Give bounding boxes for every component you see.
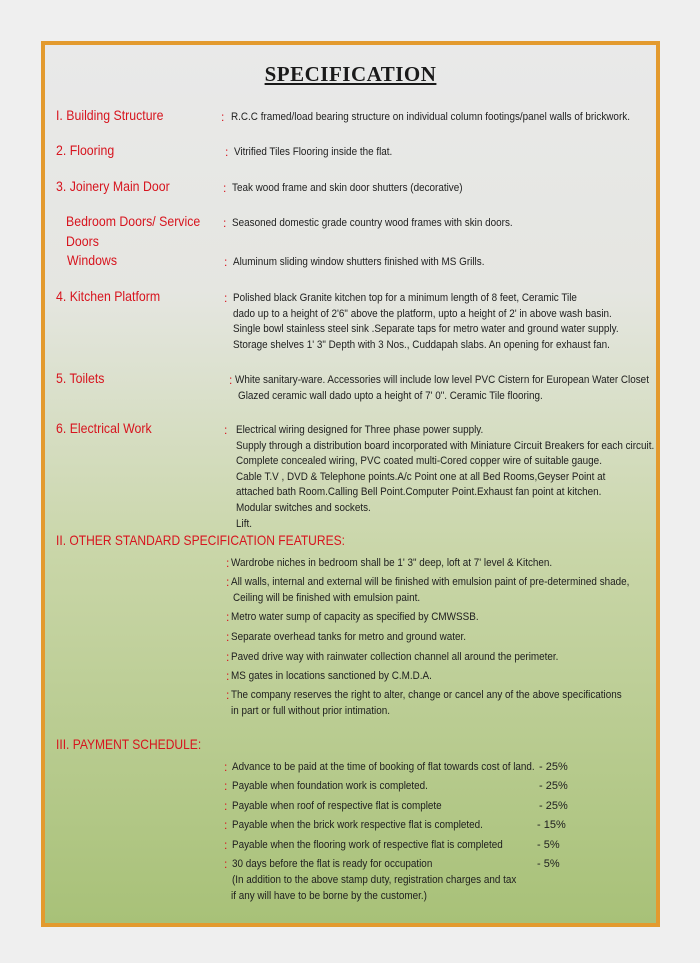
electrical-text-line: Electrical wiring designed for Three phase power supply. — [236, 424, 484, 436]
payment-item-text: Advance to be paid at the time of booking of flat towards cost of land. — [232, 761, 535, 773]
colon: : — [223, 181, 227, 195]
label-bedroom-doors: Bedroom Doors/ Service — [66, 213, 201, 229]
specification-sheet — [41, 41, 660, 927]
colon: : — [224, 255, 228, 269]
feature-item: The company reserves the right to alter, change or cancel any of the above specifications — [231, 689, 622, 701]
feature-item: Metro water sump of capacity as specified by CMWSSB. — [231, 611, 479, 623]
label-building-structure: I. Building Structure — [56, 107, 164, 123]
payment-item-text: Payable when foundation work is completed. — [232, 780, 428, 792]
payment-item-percent: - 25% — [539, 800, 568, 812]
label-windows: Windows — [67, 252, 117, 268]
feature-item: Wardrobe niches in bedroom shall be 1' 3" deep, loft at 7' level & Kitchen. — [231, 557, 553, 569]
payment-item-text: Payable when roof of respective flat is complete — [232, 800, 442, 812]
electrical-text-line: Complete concealed wiring, PVC coated multi-Cored copper wire of suitable gauge. — [236, 455, 602, 468]
payment-item-text: 30 days before the flat is ready for occupation — [232, 858, 433, 870]
colon: : — [225, 145, 229, 159]
colon: : — [226, 688, 230, 702]
payment-item-percent: - 5% — [537, 858, 560, 870]
colon: : — [224, 857, 228, 871]
payment-item-text: Payable when the flooring work of respective flat is completed — [232, 839, 503, 851]
colon: : — [224, 779, 228, 793]
payment-note: (In addition to the above stamp duty, registration charges and tax — [232, 874, 517, 886]
electrical-text-line: Supply through a distribution board incorporated with Miniature Circuit Breakers for each circuit. — [236, 439, 655, 452]
payment-item-percent: - 15% — [537, 819, 566, 831]
payment-item-percent: - 5% — [537, 839, 560, 851]
building-structure-text: R.C.C framed/load bearing structure on individual column footings/panel walls of brickwork. — [231, 111, 630, 123]
label-joinery-main-door: 3. Joinery Main Door — [56, 178, 170, 194]
feature-item-continuation: Ceiling will be finished with emulsion paint. — [233, 591, 421, 604]
colon: : — [224, 291, 228, 305]
payment-schedule-heading: III. PAYMENT SCHEDULE: — [56, 736, 202, 752]
colon: : — [223, 216, 227, 230]
page-title: SPECIFICATION — [264, 62, 437, 86]
colon: : — [224, 838, 228, 852]
electrical-text-line: attached bath Room.Calling Bell Point.Computer Point.Exhaust fan point at kitchen. — [236, 486, 602, 499]
other-features-heading: II. OTHER STANDARD SPECIFICATION FEATURES: — [56, 532, 345, 548]
joinery-text: Teak wood frame and skin door shutters (decorative) — [232, 182, 463, 194]
payment-item-percent: - 25% — [539, 761, 568, 773]
electrical-text-line: Modular switches and sockets. — [236, 502, 371, 514]
colon: : — [226, 650, 230, 664]
kitchen-text-line: Polished black Granite kitchen top for a minimum length of 8 feet, Ceramic Tile — [233, 292, 577, 304]
electrical-text-line: Cable T.V , DVD & Telephone points.A/c Point one at all Bed Rooms,Geyser Point at — [236, 470, 606, 483]
electrical-text-line: Lift. — [236, 517, 252, 530]
label-electrical-work: 6. Electrical Work — [56, 420, 152, 436]
label-toilets: 5. Toilets — [56, 370, 105, 386]
label-kitchen-platform: 4. Kitchen Platform — [56, 288, 161, 304]
kitchen-text-line: Storage shelves 1' 3" Depth with 3 Nos., Cuddapah slabs. An opening for exhaust fan. — [233, 338, 610, 351]
colon: : — [226, 575, 230, 589]
colon: : — [224, 760, 228, 774]
colon: : — [224, 799, 228, 813]
windows-text: Aluminum sliding window shutters finished with MS Grills. — [233, 256, 485, 268]
bedroom-doors-text: Seasoned domestic grade country wood frames with skin doors. — [232, 217, 513, 229]
colon: : — [226, 630, 230, 644]
colon: : — [226, 556, 230, 570]
colon: : — [224, 818, 228, 832]
kitchen-text-line: Single bowl stainless steel sink .Separate taps for metro water and ground water supply. — [233, 323, 619, 336]
feature-item: Paved drive way with rainwater collection channel all around the perimeter. — [231, 651, 559, 663]
feature-item: Separate overhead tanks for metro and ground water. — [231, 631, 466, 643]
payment-item-text: Payable when the brick work respective flat is completed. — [232, 819, 483, 831]
feature-item-continuation: in part or full without prior intimation. — [231, 705, 391, 717]
colon: : — [226, 610, 230, 624]
colon: : — [226, 669, 230, 683]
payment-item-percent: - 25% — [539, 780, 568, 792]
feature-item: All walls, internal and external will be finished with emulsion paint of pre-determined shade, — [231, 576, 630, 588]
flooring-text: Vitrified Tiles Flooring inside the flat. — [234, 146, 393, 158]
kitchen-text-line: dado up to a height of 2'6" above the platform, upto a height of 2' in above wash basin. — [233, 307, 612, 320]
label-flooring: 2. Flooring — [56, 142, 115, 158]
colon: : — [229, 373, 233, 387]
label-bedroom-doors-line2: Doors — [66, 233, 99, 249]
feature-item: MS gates in locations sanctioned by C.M.D.A. — [231, 670, 432, 682]
toilets-text-line: White sanitary-ware. Accessories will include low level PVC Cistern for European Water Closet — [235, 374, 649, 386]
colon: : — [224, 423, 228, 437]
colon: : — [221, 110, 225, 124]
toilets-text-line: Glazed ceramic wall dado upto a height of 7' 0". Ceramic Tile flooring. — [238, 389, 543, 402]
payment-note: if any will have to be borne by the customer.) — [231, 889, 427, 902]
